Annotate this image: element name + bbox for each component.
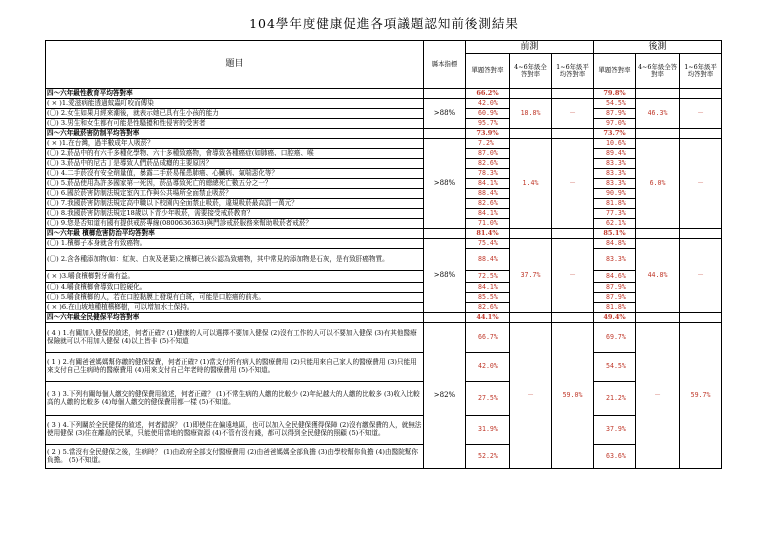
question-text: ( 3 ) 3.下列有關每個人繳交的健保費用敘述，何者正確？ (1)不常生病的人繳的比較少 (2)年紀越大的人繳的比較多 (3)收入比較高的人繳的比較多 (4)每個人繳交的健保費用都一樣 (5)不知道。 — [46, 382, 424, 416]
question-row — [46, 271, 722, 283]
pre-rate: 27.5% — [466, 382, 510, 416]
question-row — [46, 149, 722, 159]
target-value: >82% — [424, 323, 466, 469]
post-avg-16: 59.7% — [680, 323, 722, 469]
question-row — [46, 139, 722, 149]
pre-rate: 87.0% — [466, 149, 510, 159]
section-post-blank — [680, 89, 722, 99]
question-row — [46, 293, 722, 303]
post-rate: 69.7% — [594, 323, 636, 353]
header-post: 後測 — [594, 41, 722, 54]
question-row — [46, 353, 722, 382]
pre-avg-16: 59.0% — [552, 323, 594, 469]
question-text: (〇) 6.國於菸害防制法規定室內工作與公共場所全面禁止吸菸？ — [46, 189, 424, 199]
target-value: >88% — [424, 99, 466, 129]
post-rate: 89.4% — [594, 149, 636, 159]
pre-rate: 66.7% — [466, 323, 510, 353]
post-rate: 83.3% — [594, 179, 636, 189]
section-pre-blank — [552, 89, 594, 99]
question-text: ( 4 ) 1.有關加入健保的敘述，何者正確? (1)健康的人可以選擇不要加入健保 (2)沒有工作的人可以不要加入健保 (3)有其他醫療保險就可以不用加入健保 (4)以上皆非 (5)不知道 — [46, 323, 424, 353]
header-topic: 題目 — [46, 41, 424, 89]
question-text: (〇) 5.嚼食檳榔的人，若在口腔黏膜上發現有白斑，可能是口腔癌的前兆。 — [46, 293, 424, 303]
question-text: (〇) 7.我國菸害防制法規定高中職以下校園內全面禁止吸菸，違規吸菸最高罰一萬元？ — [46, 199, 424, 209]
question-row — [46, 99, 722, 109]
section-post-blank — [680, 229, 722, 239]
question-row — [46, 249, 722, 271]
post-rate: 84.8% — [594, 239, 636, 249]
pre-rate: 42.0% — [466, 99, 510, 109]
question-text: (〇) 2.含各種添加物(如：紅灰、白灰及荖葉)之檳榔已被公認為致癌物，其中常見的添加物是石灰，是有致肝癌物質。 — [46, 249, 424, 271]
target-value: >88% — [424, 139, 466, 229]
page-title: 104學年度健康促進各項議題認知前後測結果 — [249, 16, 519, 31]
section-title: 四～六年級菸害防制平均答對率 — [46, 129, 424, 139]
question-text: (〇) 4.二手菸沒有安全劑量值，暴露二手菸易罹患肺癌、心臟病、氣喘惡化等？ — [46, 169, 424, 179]
post-rate: 21.2% — [594, 382, 636, 416]
question-text: (〇) 9.您是否知道有國有提供戒菸專線(0800636363)與門診戒菸服務來幫助吸菸者戒菸？ — [46, 219, 424, 229]
section-post-blank — [636, 229, 680, 239]
post-avg-16: － — [680, 139, 722, 229]
question-row — [46, 382, 722, 416]
pre-avg-16: － — [552, 139, 594, 229]
pre-rate: 82.6% — [466, 303, 510, 313]
post-rate: 83.3% — [594, 169, 636, 179]
post-rate: 83.3% — [594, 159, 636, 169]
post-rate: 10.6% — [594, 139, 636, 149]
pre-rate: 75.4% — [466, 239, 510, 249]
pre-rate: 72.5% — [466, 271, 510, 283]
header-target: 縣本指標 — [424, 41, 466, 89]
section-pre-blank — [552, 313, 594, 323]
question-text: (〇) 3.男生和女生都有可能是性騷擾和性侵害的受害者 — [46, 119, 424, 129]
header-pre-all: 4~6年級全答對率 — [510, 54, 552, 89]
post-rate: 90.9% — [594, 189, 636, 199]
question-row — [46, 169, 722, 179]
section-row — [46, 89, 722, 99]
section-pre-blank — [510, 89, 552, 99]
pre-rate: 84.1% — [466, 283, 510, 293]
results-table — [45, 40, 722, 469]
question-text: (〇) 5.菸品使用為許多國家第一死因，菸品導致死亡的總總死亡數五分之一？ — [46, 179, 424, 189]
question-row — [46, 416, 722, 445]
question-text: ( × )6.在山坡地種植檳榔樹，可以增加水土保持。 — [46, 303, 424, 313]
post-rate: 63.6% — [594, 445, 636, 469]
pre-rate: 82.6% — [466, 159, 510, 169]
post-rate: 84.6% — [594, 271, 636, 283]
pre-rate: 84.1% — [466, 179, 510, 189]
pre-avg-16: － — [552, 99, 594, 129]
pre-all-correct: 1.4% — [510, 139, 552, 229]
question-text: (〇) 2.女生如果月經來潮後，就表示她已具有生小孩的能力 — [46, 109, 424, 119]
question-text: ( 1 ) 2.有關爸爸媽媽幫你繳的健保保費，何者正確? (1)當支付所有病人的醫療費用 (2)只能用來自己家人的醫療費用 (3)只能用來支付自己生病時的醫療費用 (4)用來支付自己年老時的醫療費用 (5)不知道。 — [46, 353, 424, 382]
post-rate: 83.3% — [594, 249, 636, 271]
section-target-blank — [424, 229, 466, 239]
question-row — [46, 199, 722, 209]
header-post-single: 單題答對率 — [594, 54, 636, 89]
section-target-blank — [424, 89, 466, 99]
question-row — [46, 209, 722, 219]
section-post-blank — [680, 313, 722, 323]
pre-rate: 42.0% — [466, 353, 510, 382]
question-text: ( × )1.愛滋病能透過蚊蟲叮咬而傳染 — [46, 99, 424, 109]
section-post-blank — [680, 129, 722, 139]
question-row — [46, 323, 722, 353]
section-post-blank — [636, 89, 680, 99]
header-post-avg: 1~6年級平均答對率 — [680, 54, 722, 89]
post-avg-16: － — [680, 239, 722, 313]
question-text: ( × )3.嚼食檳榔對牙齒有益。 — [46, 271, 424, 283]
question-text: ( 3 ) 4.下列關於全民健保的敘述，何者錯誤？ (1)即使住在偏遠地區，也可以加入全民健保獲得保障 (2)沒有繳保費的人，就無法使用健保 (3)住在離島的民眾，只能使用當地的醫療資源 (4)不管有沒有錢，都可以得到全民健保的照顧 (5)不知道。 — [46, 416, 424, 445]
section-target-blank — [424, 129, 466, 139]
section-row — [46, 129, 722, 139]
question-row — [46, 119, 722, 129]
header-pre: 前測 — [466, 41, 594, 54]
section-post-avg: 73.7% — [594, 129, 636, 139]
post-rate: 77.3% — [594, 209, 636, 219]
question-text: (〇) 3.菸品中的尼古丁是導致人們菸品成癮的主要原因？ — [46, 159, 424, 169]
section-post-blank — [636, 129, 680, 139]
post-rate: 37.9% — [594, 416, 636, 445]
question-row — [46, 179, 722, 189]
section-pre-avg: 73.9% — [466, 129, 510, 139]
question-row — [46, 159, 722, 169]
section-pre-blank — [510, 129, 552, 139]
section-pre-avg: 44.1% — [466, 313, 510, 323]
header-post-all: 4~6年級全答對率 — [636, 54, 680, 89]
section-target-blank — [424, 313, 466, 323]
pre-rate: 7.2% — [466, 139, 510, 149]
header-pre-avg: 1~6年級平均答對率 — [552, 54, 594, 89]
section-pre-blank — [510, 313, 552, 323]
post-all-correct: － — [636, 323, 680, 469]
pre-all-correct: － — [510, 323, 552, 469]
target-value: >88% — [424, 239, 466, 313]
pre-rate: 52.2% — [466, 445, 510, 469]
pre-rate: 31.9% — [466, 416, 510, 445]
pre-rate: 88.4% — [466, 249, 510, 271]
post-rate: 81.8% — [594, 199, 636, 209]
question-text: (〇) 4.嚼食檳榔會導致口腔硬化。 — [46, 283, 424, 293]
header-pre-single: 單題答對率 — [466, 54, 510, 89]
pre-rate: 78.3% — [466, 169, 510, 179]
question-row — [46, 109, 722, 119]
question-row — [46, 189, 722, 199]
post-all-correct: 6.0% — [636, 139, 680, 229]
pre-all-correct: 37.7% — [510, 239, 552, 313]
question-text: ( 2 ) 5.當沒有全民健保之後，生病時？ (1)由政府全部支付醫療費用 (2)由爸爸媽媽全部負擔 (3)由學校幫你負擔 (4)由醫院幫你負擔。 (5)不知道。 — [46, 445, 424, 469]
section-pre-blank — [552, 229, 594, 239]
post-rate: 97.0% — [594, 119, 636, 129]
post-all-correct: 44.8% — [636, 239, 680, 313]
pre-rate: 82.6% — [466, 199, 510, 209]
question-text: ( × )1.在台灣，過半數成年人吸菸？ — [46, 139, 424, 149]
pre-rate: 71.0% — [466, 219, 510, 229]
section-pre-avg: 66.2% — [466, 89, 510, 99]
post-rate: 81.8% — [594, 303, 636, 313]
post-rate: 87.9% — [594, 109, 636, 119]
section-row — [46, 229, 722, 239]
section-title: 四～六年級 檳榔危害防治平均答對率 — [46, 229, 424, 239]
pre-avg-16: － — [552, 239, 594, 313]
pre-rate: 85.5% — [466, 293, 510, 303]
section-pre-avg: 81.4% — [466, 229, 510, 239]
question-text: (〇) 1.檳榔子本身就含有致癌物。 — [46, 239, 424, 249]
section-title: 四～六年級全民健保平均答對率 — [46, 313, 424, 323]
section-row — [46, 313, 722, 323]
post-rate: 62.1% — [594, 219, 636, 229]
post-rate: 54.5% — [594, 353, 636, 382]
section-title: 四～六年級性教育平均答對率 — [46, 89, 424, 99]
section-post-avg: 49.4% — [594, 313, 636, 323]
post-rate: 87.9% — [594, 283, 636, 293]
question-text: (〇) 2.菸品中的有六千多種化學物、六十多種致癌物，會導致各種癌症(如肺癌、口腔癌、喉 — [46, 149, 424, 159]
pre-rate: 84.1% — [466, 209, 510, 219]
pre-rate: 95.7% — [466, 119, 510, 129]
pre-rate: 60.9% — [466, 109, 510, 119]
question-row — [46, 283, 722, 293]
question-row — [46, 303, 722, 313]
section-post-blank — [636, 313, 680, 323]
question-text: (〇) 8.我國菸害防制法規定18歲以下青少年吸菸，需要接受戒菸教育？ — [46, 209, 424, 219]
question-row — [46, 239, 722, 249]
post-avg-16: － — [680, 99, 722, 129]
section-post-avg: 85.1% — [594, 229, 636, 239]
pre-rate: 88.4% — [466, 189, 510, 199]
pre-all-correct: 18.8% — [510, 99, 552, 129]
post-rate: 87.9% — [594, 293, 636, 303]
section-pre-blank — [552, 129, 594, 139]
question-row — [46, 445, 722, 469]
post-all-correct: 46.3% — [636, 99, 680, 129]
section-pre-blank — [510, 229, 552, 239]
post-rate: 54.5% — [594, 99, 636, 109]
section-post-avg: 79.8% — [594, 89, 636, 99]
question-row — [46, 219, 722, 229]
